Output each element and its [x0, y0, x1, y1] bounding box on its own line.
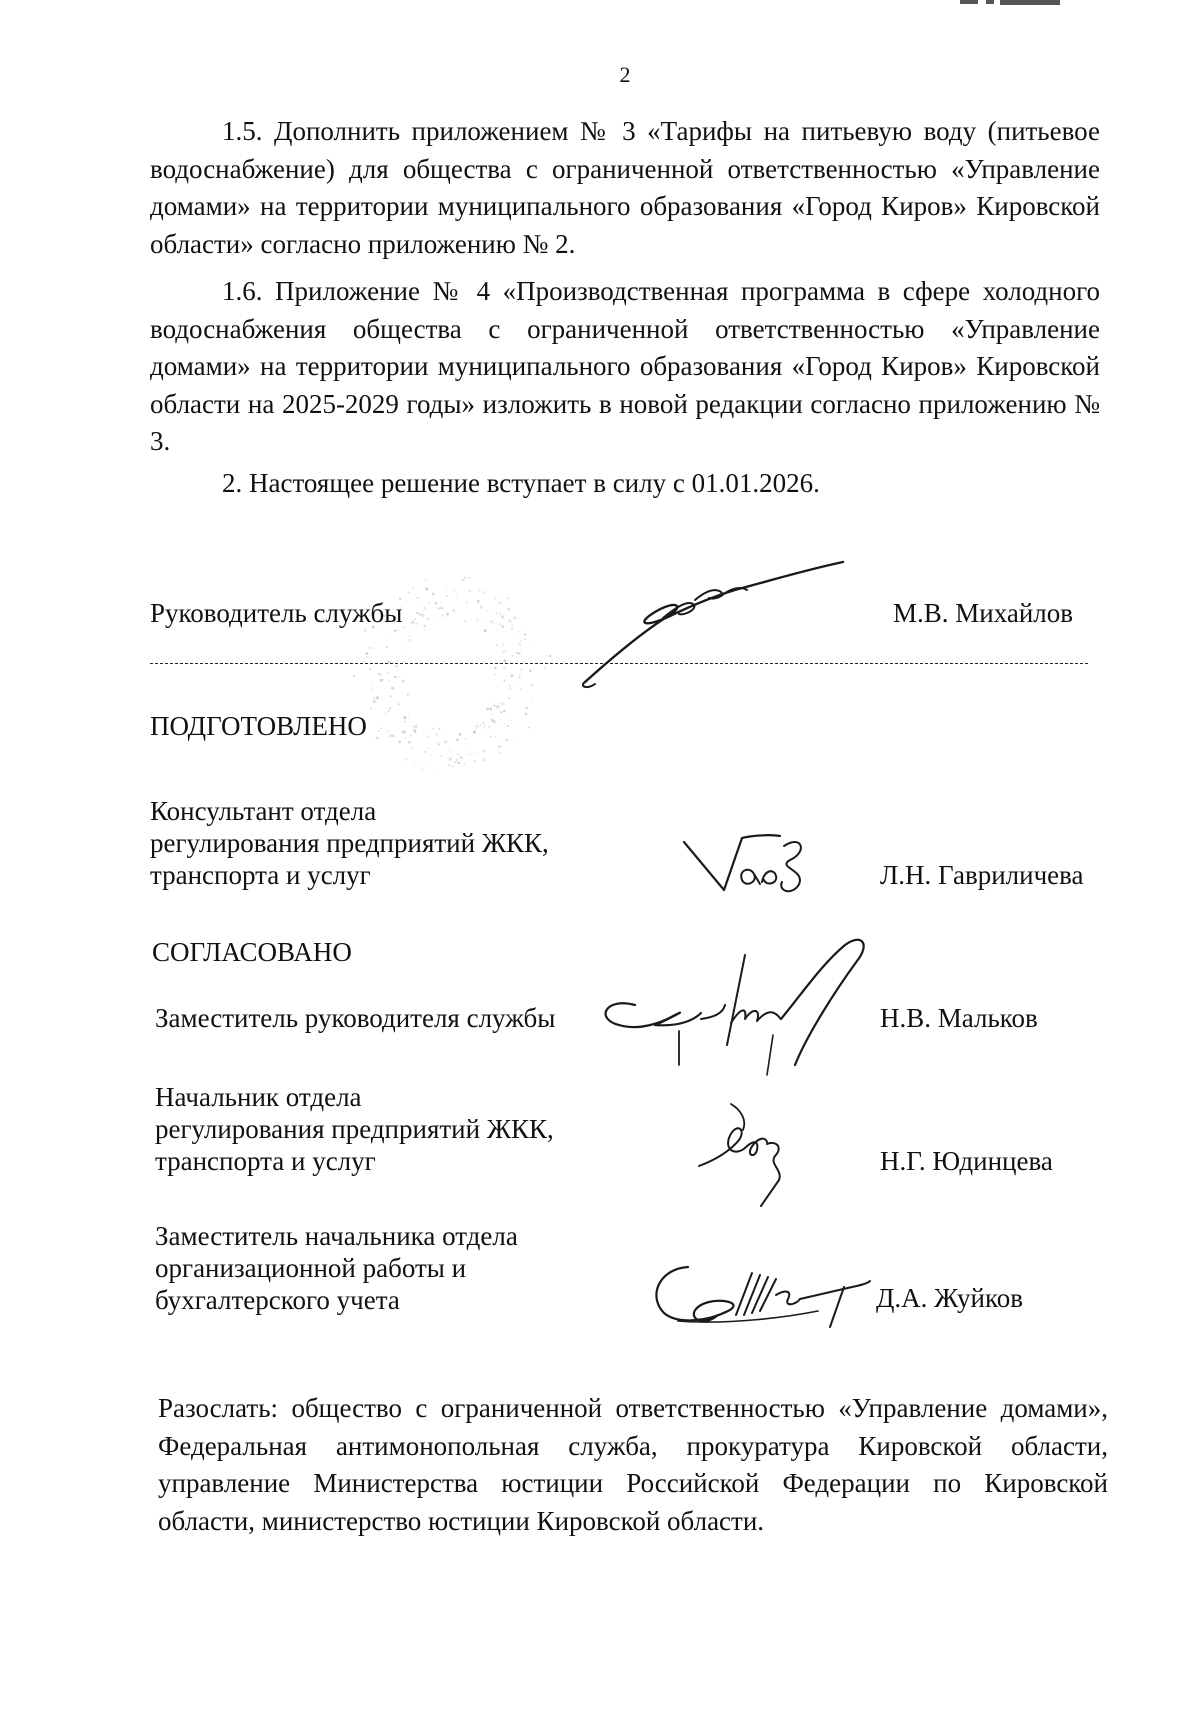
seal-speck	[398, 703, 400, 705]
seal-speck	[424, 751, 426, 753]
paragraph-1-6-text: 1.6. Приложение № 4 «Производственная программа в сфере холодного водоснабжения общества с ограниченной ответственностью «Управление домами» на территории муниципального образования «Город Киров» Кировской области на 2025-2029 годы» изложить в новой редакции согласно приложению № 3.	[150, 276, 1100, 456]
seal-speck	[363, 660, 364, 661]
seal-speck	[509, 687, 511, 689]
faint-seal-imprint	[345, 560, 555, 790]
seal-speck	[494, 735, 496, 737]
seal-speck	[418, 603, 420, 605]
seal-speck	[408, 715, 410, 717]
paragraph-1-5	[150, 113, 1100, 263]
agreed-signer-2-title-line: регулирования предприятий ЖКК,	[155, 1114, 554, 1144]
seal-speck	[456, 598, 457, 599]
seal-speck	[404, 721, 406, 723]
agreed-signer-2-title-line: Начальник отдела	[155, 1082, 362, 1112]
seal-speck	[483, 591, 486, 594]
seal-speck	[369, 668, 371, 670]
seal-speck	[464, 620, 466, 622]
seal-speck	[502, 625, 503, 626]
seal-speck	[418, 613, 421, 616]
seal-speck	[382, 679, 384, 681]
seal-speck	[518, 687, 519, 688]
prepared-signer-title	[150, 795, 549, 891]
seal-speck	[387, 672, 389, 674]
seal-speck	[492, 703, 494, 705]
seal-speck	[499, 613, 501, 615]
seal-speck	[471, 749, 472, 750]
seal-speck	[519, 675, 521, 677]
seal-speck	[398, 741, 401, 744]
seal-speck	[496, 612, 497, 613]
seal-speck	[384, 688, 385, 689]
seal-speck	[397, 660, 398, 661]
seal-speck	[507, 725, 509, 727]
seal-speck	[454, 761, 456, 763]
seal-speck	[518, 738, 520, 740]
seal-speck	[427, 618, 429, 620]
seal-speck	[436, 734, 438, 736]
seal-speck	[390, 695, 392, 697]
seal-speck	[530, 700, 532, 702]
seal-speck	[508, 620, 511, 623]
seal-speck	[378, 730, 380, 732]
seal-speck	[426, 735, 428, 737]
seal-speck	[425, 587, 428, 590]
seal-speck	[376, 696, 379, 699]
seal-speck	[496, 629, 498, 631]
seal-speck	[388, 680, 390, 682]
seal-speck	[430, 763, 431, 764]
seal-speck	[529, 644, 530, 645]
seal-speck	[474, 727, 475, 728]
seal-speck	[528, 727, 530, 729]
seal-speck	[387, 731, 389, 733]
seal-speck	[504, 723, 505, 724]
agreed-signer-1-signature	[595, 935, 905, 1085]
seal-speck	[519, 631, 521, 633]
seal-speck	[478, 589, 481, 592]
seal-speck	[493, 704, 496, 707]
seal-speck	[380, 679, 383, 682]
seal-speck	[415, 622, 418, 625]
seal-speck	[520, 669, 522, 671]
seal-speck	[386, 646, 388, 648]
seal-speck	[486, 708, 489, 711]
seal-speck	[529, 670, 531, 672]
agreed-signer-1-title-line: Заместитель руководителя службы	[155, 1003, 556, 1033]
seal-speck	[501, 616, 503, 618]
seal-speck	[405, 641, 406, 642]
seal-speck	[457, 753, 458, 754]
agreed-heading: СОГЛАСОВАНО	[152, 937, 352, 967]
seal-speck	[437, 772, 438, 773]
seal-speck	[395, 665, 398, 668]
seal-speck	[486, 610, 488, 612]
paragraph-1-6	[150, 273, 1100, 461]
prepared-signature	[680, 830, 830, 900]
seal-speck	[500, 654, 501, 655]
seal-speck	[490, 714, 491, 715]
seal-speck	[452, 765, 454, 767]
seal-speck	[403, 731, 406, 734]
seal-speck	[511, 720, 512, 721]
seal-speck	[519, 643, 522, 646]
seal-speck	[450, 751, 451, 752]
seal-speck	[447, 757, 448, 758]
seal-speck	[425, 579, 427, 581]
seal-speck	[453, 609, 456, 612]
seal-speck	[402, 655, 404, 657]
seal-speck	[468, 577, 470, 579]
seal-speck	[428, 602, 430, 604]
seal-speck	[456, 738, 459, 741]
prepared-title-line: регулирования предприятий ЖКК,	[150, 828, 549, 858]
seal-speck	[464, 763, 465, 764]
seal-speck	[424, 607, 427, 610]
seal-speck	[499, 702, 501, 704]
seal-speck	[408, 635, 410, 637]
seal-speck	[424, 629, 425, 630]
seal-speck	[409, 639, 412, 642]
seal-speck	[480, 724, 482, 726]
seal-speck	[496, 644, 498, 646]
page-number: 2	[619, 62, 631, 87]
seal-speck	[449, 747, 451, 749]
seal-speck	[427, 581, 428, 582]
seal-speck	[409, 717, 411, 719]
seal-speck	[503, 680, 505, 682]
seal-speck	[466, 601, 469, 604]
seal-speck	[497, 604, 498, 605]
distribution-list: Разослать: общество с ограниченной ответственностью «Управление домами», Федеральная антимонопольная служба, прокуратура Кировской области, управление Министерства юстиции Российской Федерации по Кировской области, министерство юстиции Кировской области.	[158, 1393, 1108, 1536]
seal-speck	[385, 713, 387, 715]
seal-speck	[456, 759, 458, 761]
seal-speck	[391, 637, 392, 638]
seal-speck	[417, 597, 419, 599]
seal-speck	[490, 736, 491, 737]
seal-speck	[411, 746, 414, 749]
seal-speck	[441, 614, 444, 617]
prepared-heading: ПОДГОТОВЛЕНО	[150, 711, 367, 741]
seal-speck	[498, 752, 501, 755]
seal-speck	[389, 707, 391, 709]
seal-speck	[474, 760, 476, 762]
seal-speck	[498, 623, 500, 625]
seal-speck	[489, 708, 492, 711]
agreed-signer-3-signature	[648, 1255, 873, 1330]
seal-speck	[394, 630, 396, 632]
seal-speck	[441, 755, 443, 757]
seal-speck	[518, 652, 520, 654]
paragraph-2-text: 2. Настоящее решение вступает в силу с 01.01.2026.	[222, 468, 820, 498]
seal-speck	[509, 685, 511, 687]
seal-speck	[417, 725, 418, 726]
seal-speck	[434, 602, 435, 603]
seal-speck	[469, 589, 471, 591]
seal-speck	[531, 684, 534, 687]
seal-speck	[394, 676, 397, 679]
seal-speck	[407, 694, 409, 696]
agreed-signer-1-title	[155, 1002, 555, 1034]
seal-speck	[482, 758, 485, 761]
prepared-title-line: Консультант отдела	[150, 796, 377, 826]
seal-speck	[490, 620, 493, 623]
seal-speck	[499, 719, 501, 721]
prepared-signer-name: Л.Н. Гавриличева	[880, 860, 1084, 890]
seal-speck	[458, 733, 461, 736]
seal-speck	[405, 758, 408, 761]
seal-speck	[380, 727, 382, 729]
head-name: М.В. Михайлов	[893, 598, 1074, 628]
seal-speck	[549, 655, 552, 658]
agreed-signer-3-title-line: бухгалтерского учета	[155, 1285, 400, 1315]
paragraph-2	[150, 465, 1100, 503]
seal-speck	[545, 655, 547, 657]
seal-speck	[495, 619, 496, 620]
seal-speck	[483, 750, 486, 753]
seal-speck	[544, 667, 547, 670]
seal-speck	[502, 702, 505, 705]
seal-speck	[501, 643, 503, 645]
seal-speck	[424, 625, 426, 627]
seal-speck	[438, 728, 441, 731]
seal-speck	[421, 768, 422, 769]
seal-speck	[371, 689, 372, 690]
seal-speck	[381, 631, 382, 632]
seal-speck	[477, 753, 478, 754]
seal-speck	[402, 680, 405, 683]
seal-speck	[480, 606, 483, 609]
seal-speck	[511, 627, 514, 630]
corner-registration-mark	[960, 0, 1070, 6]
seal-speck	[464, 577, 466, 579]
seal-speck	[438, 743, 441, 746]
seal-speck	[514, 737, 515, 738]
seal-speck	[429, 754, 431, 756]
seal-speck	[391, 687, 394, 690]
seal-speck	[457, 593, 459, 595]
seal-speck	[437, 607, 439, 609]
seal-speck	[480, 618, 482, 620]
seal-speck	[446, 595, 448, 597]
seal-speck	[389, 734, 392, 737]
seal-speck	[432, 728, 434, 730]
seal-speck	[525, 712, 528, 715]
seal-speck	[401, 731, 403, 733]
seal-speck	[448, 764, 450, 766]
seal-speck	[473, 731, 476, 734]
seal-speck	[366, 656, 368, 658]
seal-speck	[520, 640, 522, 642]
seal-speck	[484, 629, 487, 632]
seal-speck	[408, 592, 409, 593]
seal-speck	[488, 726, 490, 728]
seal-speck	[462, 579, 465, 582]
seal-speck	[370, 708, 372, 710]
seal-speck	[526, 707, 528, 709]
agreed-signer-2-name: Н.Г. Юдинцева	[880, 1146, 1053, 1176]
seal-speck	[402, 648, 403, 649]
seal-speck	[432, 593, 435, 596]
seal-speck	[446, 613, 449, 616]
seal-speck	[398, 676, 400, 678]
seal-speck	[500, 652, 501, 653]
seal-speck	[373, 697, 375, 699]
seal-speck	[432, 596, 434, 598]
seal-speck	[493, 720, 496, 723]
seal-speck	[469, 754, 471, 756]
head-signature	[575, 560, 855, 690]
seal-speck	[477, 722, 478, 723]
seal-speck	[465, 738, 467, 740]
seal-speck	[476, 728, 478, 730]
seal-speck	[376, 736, 379, 739]
agreed-signer-2-title-line: транспорта и услуг	[155, 1146, 376, 1176]
seal-speck	[493, 623, 494, 624]
seal-speck	[410, 623, 411, 624]
prepared-title-line: транспорта и услуг	[150, 860, 371, 890]
seal-speck	[457, 761, 460, 764]
seal-speck	[459, 766, 460, 767]
seal-speck	[453, 590, 455, 592]
seal-speck	[498, 745, 500, 747]
seal-speck	[491, 718, 492, 719]
head-title: Руководитель службы	[150, 598, 403, 628]
seal-speck	[524, 633, 526, 635]
seal-speck	[412, 587, 415, 590]
seal-speck	[496, 705, 499, 708]
seal-speck	[446, 586, 447, 587]
agreed-signer-3-title	[155, 1220, 518, 1316]
seal-speck	[393, 736, 395, 738]
seal-speck	[476, 619, 479, 622]
seal-speck	[423, 769, 424, 770]
seal-speck	[507, 608, 510, 611]
seal-speck	[520, 688, 522, 690]
seal-speck	[460, 756, 463, 759]
seal-speck	[476, 725, 479, 728]
seal-speck	[369, 647, 371, 649]
seal-speck	[366, 652, 369, 655]
separator-dashed-line	[150, 663, 1088, 664]
seal-speck	[511, 655, 513, 657]
seal-speck	[482, 722, 484, 724]
seal-speck	[398, 669, 399, 670]
seal-speck	[414, 761, 416, 763]
seal-speck	[449, 758, 452, 761]
seal-speck	[410, 735, 412, 737]
seal-speck	[500, 711, 502, 713]
agreed-signer-1-name: Н.В. Мальков	[880, 1003, 1038, 1033]
seal-speck	[371, 685, 372, 686]
seal-speck	[494, 674, 496, 676]
seal-speck	[505, 739, 508, 742]
agreed-signer-3-title-line: Заместитель начальника отдела	[155, 1221, 518, 1251]
seal-speck	[440, 607, 442, 609]
seal-speck	[516, 652, 518, 654]
seal-speck	[408, 741, 411, 744]
seal-speck	[378, 673, 381, 676]
seal-speck	[507, 597, 510, 600]
seal-speck	[484, 730, 486, 732]
seal-speck	[436, 621, 437, 622]
seal-speck	[494, 667, 496, 669]
seal-speck	[471, 620, 472, 621]
seal-speck	[421, 614, 424, 617]
seal-speck	[440, 601, 442, 603]
seal-speck	[405, 737, 407, 739]
seal-speck	[498, 601, 501, 604]
seal-speck	[414, 618, 416, 620]
seal-speck	[413, 729, 416, 732]
seal-speck	[477, 600, 480, 603]
seal-speck	[503, 667, 506, 670]
seal-speck	[513, 616, 516, 619]
seal-speck	[508, 697, 510, 699]
seal-speck	[501, 743, 502, 744]
seal-speck	[416, 612, 418, 614]
seal-speck	[404, 627, 406, 629]
seal-speck	[428, 748, 429, 749]
seal-speck	[415, 726, 417, 728]
agreed-signer-3-name: Д.А. Жуйков	[876, 1283, 1023, 1313]
agreed-signer-3-title-line: организационной работы и	[155, 1253, 467, 1283]
seal-speck	[483, 725, 485, 727]
seal-speck	[373, 700, 376, 703]
seal-speck	[403, 716, 406, 719]
seal-speck	[387, 710, 389, 712]
agreed-signer-2-signature	[695, 1100, 805, 1210]
seal-speck	[412, 621, 415, 624]
seal-speck	[444, 741, 447, 744]
agreed-signer-2-title	[155, 1081, 554, 1177]
seal-speck	[524, 638, 526, 640]
seal-speck	[503, 710, 505, 712]
seal-speck	[510, 674, 513, 677]
seal-speck	[436, 733, 437, 734]
seal-speck	[494, 598, 496, 600]
seal-speck	[502, 650, 505, 653]
paragraph-1-5-text: 1.5. Дополнить приложением № 3 «Тарифы на питьевую воду (питьевое водоснабжение) для общества с ограниченной ответственностью «Управление домами» на территории муниципального образования «Город Киров» Кировской области» согласно приложению № 2.	[150, 116, 1100, 259]
seal-speck	[353, 675, 355, 677]
seal-speck	[511, 623, 513, 625]
